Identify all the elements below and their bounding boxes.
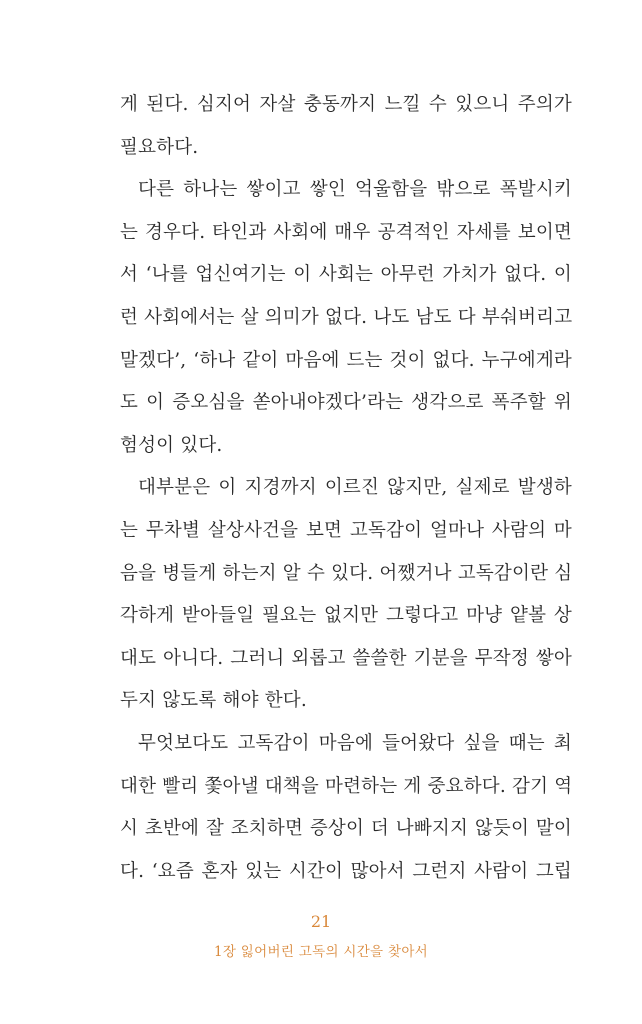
paragraph — [120, 169, 572, 467]
text-line: 험성이 있다. — [120, 434, 223, 456]
text-line: 말겠다’, ‘하나 같이 마음에 드는 것이 없다. 누구에게라 — [120, 349, 572, 371]
paragraph — [120, 723, 572, 893]
paragraph — [120, 84, 572, 169]
text-line: 음을 병들게 하는지 알 수 있다. 어쨌거나 고독감이란 심 — [120, 562, 573, 584]
text-line: 는 경우다. 타인과 사회에 매우 공격적인 자세를 보이면 — [120, 221, 572, 243]
text-line: 필요하다. — [120, 136, 199, 158]
text-line: 무엇보다도 고독감이 마음에 들어왔다 싶을 때는 최 — [138, 732, 572, 754]
running-title: 1장 잃어버린 고독의 시간을 찾아서 — [213, 944, 429, 960]
text-line: 대부분은 이 지경까지 이르진 않지만, 실제로 발생하 — [138, 477, 572, 499]
text-line: 다른 하나는 쌓이고 쌓인 억울함을 밖으로 폭발시키 — [138, 179, 572, 201]
page-number: 21 — [310, 912, 332, 931]
text-line: 게 된다. 심지어 자살 충동까지 느낄 수 있으니 주의가 — [120, 94, 572, 115]
text-line: 대도 아니다. 그러니 외롭고 쓸쓸한 기분을 무작정 쌓아 — [120, 647, 572, 669]
text-line: 런 사회에서는 살 의미가 없다. 나도 남도 다 부숴버리고 — [120, 306, 573, 328]
text-line: 시 초반에 잘 조치하면 증상이 더 나빠지지 않듯이 말이 — [120, 818, 572, 840]
text-line: 서 ‘나를 업신여기는 이 사회는 아무런 가치가 없다. 이 — [120, 264, 572, 286]
text-line: 두지 않도록 해야 한다. — [120, 690, 307, 712]
text-line: 대한 빨리 쫓아낼 대책을 마련하는 게 중요하다. 감기 역 — [120, 775, 573, 797]
text-line: 다. ‘요즘 혼자 있는 시간이 많아서 그런지 사람이 그립 — [120, 860, 572, 882]
text-line: 는 무차별 살상사건을 보면 고독감이 얼마나 사람의 마 — [120, 519, 572, 541]
body-text — [120, 84, 572, 893]
paragraph — [120, 467, 572, 723]
text-line: 도 이 증오심을 쏟아내야겠다’라는 생각으로 폭주할 위 — [120, 392, 572, 414]
text-line: 각하게 받아들일 필요는 없지만 그렇다고 마냥 얕볼 상 — [120, 605, 572, 627]
